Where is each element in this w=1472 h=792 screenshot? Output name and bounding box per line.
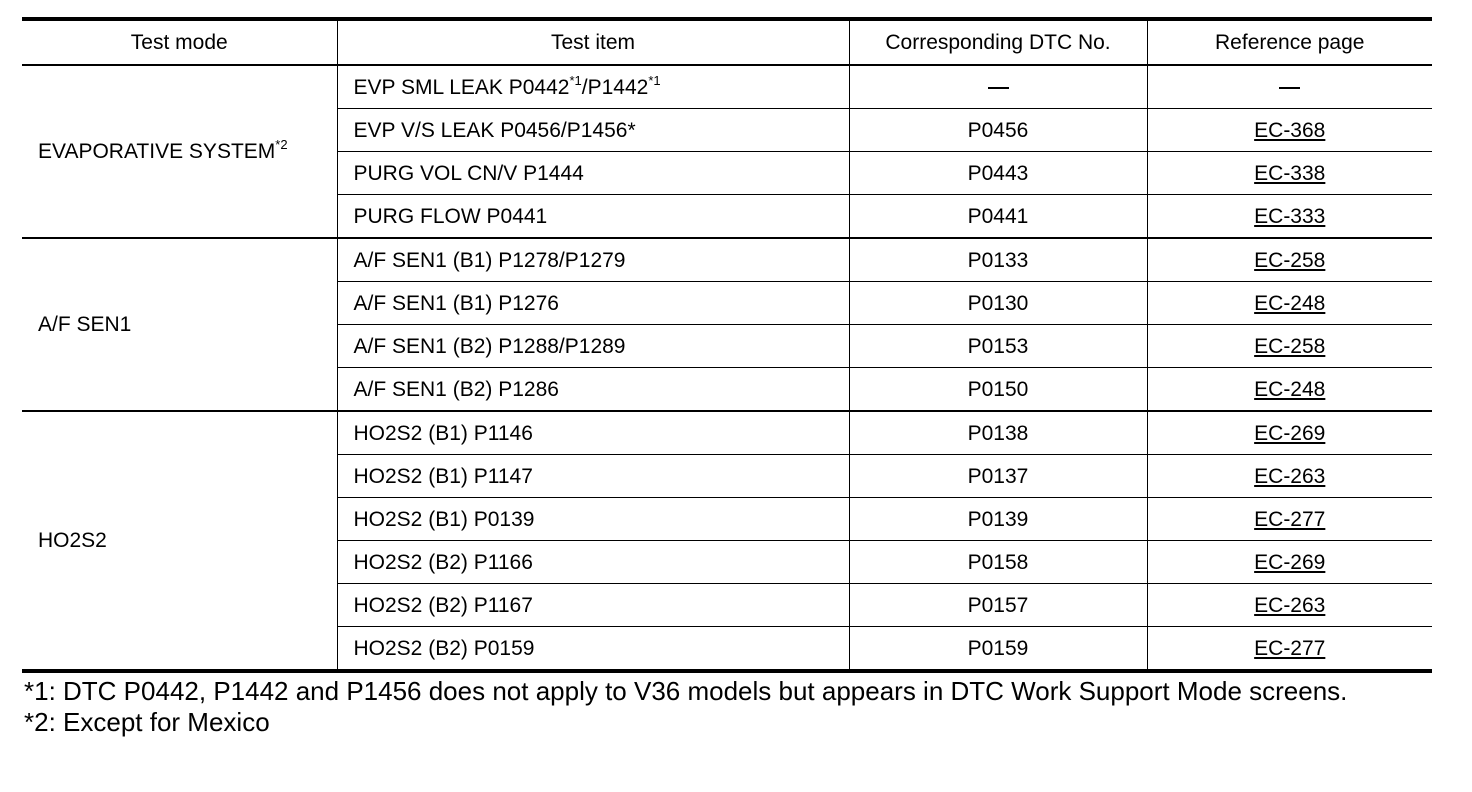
footnotes [24,676,1432,738]
dtc-number-cell: P0441 [849,195,1147,239]
test-mode-label: A/F SEN1 [38,313,132,336]
dtc-number-cell: P0150 [849,368,1147,412]
test-item-cell: A/F SEN1 (B2) P1286 [337,368,849,412]
reference-page-cell [1147,152,1432,195]
test-item-cell: HO2S2 (B2) P1166 [337,541,849,584]
test-item-cell: HO2S2 (B2) P0159 [337,627,849,672]
header-reference-page: Reference page [1147,19,1432,65]
reference-page-cell [1147,627,1432,672]
reference-page-cell [1147,109,1432,152]
dtc-number-cell: P0443 [849,152,1147,195]
dtc-number-cell: P0139 [849,498,1147,541]
test-mode-cell [22,65,337,238]
reference-page-cell [1147,411,1432,455]
dtc-number-cell: P0138 [849,411,1147,455]
not-applicable-dash [988,87,1009,89]
test-mode-label: EVAPORATIVE SYSTEM [38,140,276,163]
reference-page-cell [1147,498,1432,541]
dtc-test-table [22,17,1432,673]
not-applicable-dash [1279,87,1300,89]
header-row [22,19,1432,65]
table-row [22,411,1432,455]
footnote-marker: *2 [275,137,288,152]
reference-page-link[interactable]: EC-368 [1254,118,1326,142]
test-item-cell: EVP V/S LEAK P0456/P1456* [337,109,849,152]
test-item-cell: PURG VOL CN/V P1444 [337,152,849,195]
test-item-cell: A/F SEN1 (B1) P1276 [337,282,849,325]
test-item-text: /P1442 [581,75,649,99]
dtc-number-cell: P0130 [849,282,1147,325]
header-dtc-no: Corresponding DTC No. [849,19,1147,65]
header-test-item: Test item [337,19,849,65]
reference-page-link[interactable]: EC-277 [1254,636,1326,660]
dtc-number-cell [849,65,1147,109]
reference-page-link[interactable]: EC-248 [1254,291,1326,315]
reference-page-link[interactable]: EC-248 [1254,377,1326,401]
reference-page-link[interactable]: EC-333 [1254,204,1326,228]
reference-page-cell [1147,368,1432,412]
test-item-cell: HO2S2 (B1) P1146 [337,411,849,455]
reference-page-cell [1147,584,1432,627]
reference-page-cell [1147,282,1432,325]
test-item-text: EVP SML LEAK P0442 [353,75,570,99]
test-item-cell: HO2S2 (B1) P0139 [337,498,849,541]
reference-page-link[interactable]: EC-263 [1254,593,1326,617]
test-item-cell: A/F SEN1 (B1) P1278/P1279 [337,238,849,282]
test-item-cell [337,65,849,109]
reference-page-cell [1147,325,1432,368]
reference-page-cell [1147,195,1432,239]
reference-page-cell [1147,65,1432,109]
dtc-number-cell: P0133 [849,238,1147,282]
reference-page-link[interactable]: EC-258 [1254,248,1326,272]
reference-page-link[interactable]: EC-263 [1254,464,1326,488]
footnote-marker: *1 [569,72,582,88]
reference-page-cell [1147,238,1432,282]
footnote-2: *2: Except for Mexico [24,707,270,737]
reference-page-link[interactable]: EC-269 [1254,550,1326,574]
test-mode-label: HO2S2 [38,529,107,552]
test-item-cell: HO2S2 (B1) P1147 [337,455,849,498]
dtc-number-cell: P0159 [849,627,1147,672]
dtc-number-cell: P0153 [849,325,1147,368]
footnote-marker: *1 [648,72,661,88]
reference-page-link[interactable]: EC-277 [1254,507,1326,531]
test-item-cell: HO2S2 (B2) P1167 [337,584,849,627]
reference-page-link[interactable]: EC-338 [1254,161,1326,185]
test-mode-cell [22,411,337,671]
dtc-number-cell: P0158 [849,541,1147,584]
dtc-number-cell: P0137 [849,455,1147,498]
table-row [22,65,1432,109]
table-row [22,238,1432,282]
footnote-1: *1: DTC P0442, P1442 and P1456 does not apply to V36 models but appears in DTC Work Support Mode screens. [24,676,1348,706]
test-mode-cell [22,238,337,411]
reference-page-link[interactable]: EC-258 [1254,334,1326,358]
dtc-number-cell: P0157 [849,584,1147,627]
test-item-cell: A/F SEN1 (B2) P1288/P1289 [337,325,849,368]
test-item-cell: PURG FLOW P0441 [337,195,849,239]
table-header [22,19,1432,65]
reference-page-cell [1147,541,1432,584]
dtc-number-cell: P0456 [849,109,1147,152]
reference-page-link[interactable]: EC-269 [1254,421,1326,445]
header-test-mode: Test mode [22,19,337,65]
table-body [22,65,1432,671]
reference-page-cell [1147,455,1432,498]
